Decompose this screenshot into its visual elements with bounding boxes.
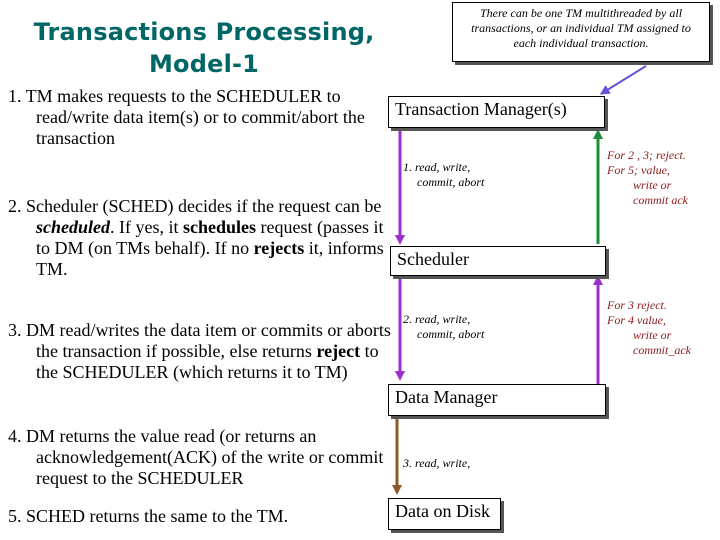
tm-note-callout: There can be one TM multithreaded by all transactions, or an individual TM assigned to each individual transaction. bbox=[452, 2, 710, 62]
label-dm-to-sched bbox=[607, 298, 717, 358]
up-1-line-4: commit ack bbox=[633, 193, 688, 207]
transaction-manager-box: Transaction Manager(s) bbox=[388, 96, 605, 128]
up-1-line-3: write or bbox=[633, 178, 672, 192]
step-2-bold-schedules: schedules bbox=[182, 217, 256, 237]
step-5: 5. SCHED returns the same to the TM. bbox=[8, 506, 289, 526]
step-2-bold-scheduled: scheduled bbox=[36, 217, 110, 237]
up-1-line-1: For 2 , 3; reject. bbox=[607, 148, 686, 162]
step-2-text-b: . If yes, it bbox=[110, 217, 183, 237]
label-2-line-b: commit, abort bbox=[417, 327, 485, 341]
label-dm-to-disk bbox=[403, 456, 470, 471]
label-3-line-a: 3. read, write, bbox=[403, 456, 471, 470]
label-sched-to-dm bbox=[403, 312, 484, 342]
up-2-line-1: For 3 reject. bbox=[607, 298, 667, 312]
label-1-line-b: commit, abort bbox=[417, 175, 485, 189]
step-2-text-d: it, informs TM. bbox=[36, 238, 384, 279]
data-on-disk-box: Data on Disk bbox=[388, 498, 501, 530]
step-3-bold-reject: reject bbox=[316, 341, 361, 361]
step-4: 4. DM returns the value read (or returns an acknowledgement(ACK) of the write or commit request to the SCHEDULER bbox=[8, 426, 384, 488]
step-3-text-b: to the SCHEDULER (which returns it to TM) bbox=[36, 341, 379, 382]
scheduler-box: Scheduler bbox=[390, 246, 606, 276]
up-2-line-3: write or bbox=[633, 328, 672, 342]
up-2-line-2: For 4 value, bbox=[607, 313, 666, 327]
title-line-1: Transactions Processing, bbox=[33, 18, 375, 46]
step-2-bold-rejects: rejects bbox=[253, 238, 305, 258]
arrow-note-to-tm bbox=[604, 66, 646, 92]
label-sched-to-tm bbox=[607, 148, 717, 208]
label-tm-to-sched bbox=[403, 160, 484, 190]
up-2-line-4: commit_ack bbox=[633, 343, 691, 357]
label-2-line-a: 2. read, write, bbox=[403, 312, 471, 326]
step-3-text-a: 3. DM read/writes the data item or commits or aborts the transaction if possible, else returns bbox=[8, 320, 391, 361]
step-2-text-a: 2. Scheduler (SCHED) decides if the request can be bbox=[8, 196, 382, 216]
step-2-text-c: request (passes it to DM (on TMs behalf). If no bbox=[36, 217, 384, 258]
title-line-2: Model-1 bbox=[148, 50, 260, 78]
up-1-line-2: For 5; value, bbox=[607, 163, 670, 177]
step-1: 1. TM makes requests to the SCHEDULER to read/write data item(s) or to commit/abort the transaction bbox=[8, 86, 365, 148]
label-1-line-a: 1. read, write, bbox=[403, 160, 471, 174]
data-manager-box: Data Manager bbox=[388, 384, 606, 416]
